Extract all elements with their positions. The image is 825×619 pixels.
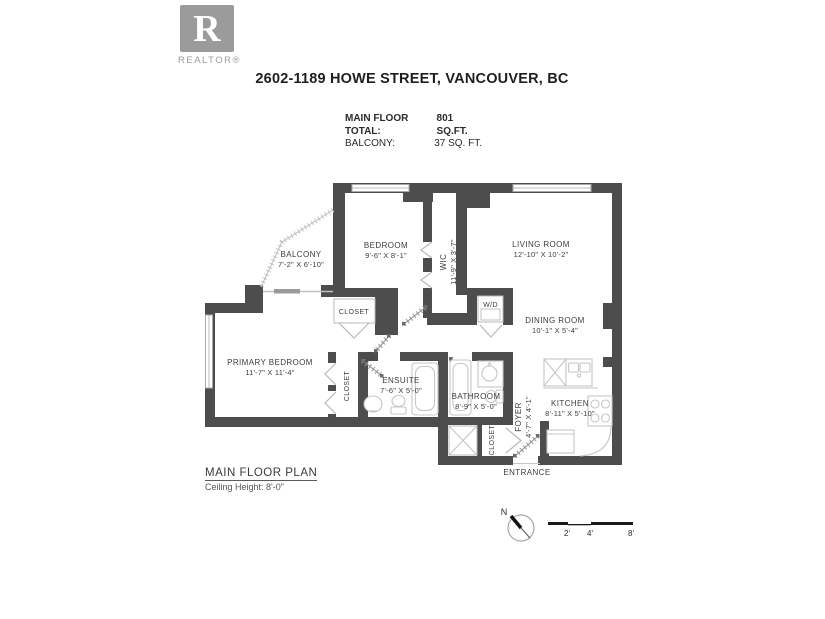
plan-title: MAIN FLOOR PLAN — [205, 467, 318, 479]
balcony-area-value: 37 SQ. FT. — [434, 138, 482, 149]
entrance-label: ENTRANCE — [503, 468, 551, 477]
washer-dryer-door — [480, 325, 502, 337]
compass-north-label: N — [500, 507, 508, 517]
realtor-r-glyph: R — [193, 7, 221, 50]
kitchen-counter-curve — [580, 426, 611, 456]
bedroom-closet-label: CLOSET — [338, 309, 370, 316]
balcony-label: BALCONY — [280, 250, 322, 259]
primary-bedroom-dims: 11'-7" X 11'-4" — [245, 368, 295, 377]
kitchen-label: KITCHEN — [551, 399, 589, 408]
ensuite-sink — [364, 396, 382, 412]
primary-closet-label: CLOSET — [344, 370, 351, 402]
ceiling-height: Ceiling Height: 8'-0" — [205, 482, 284, 492]
scale-tick-4ft: 4' — [587, 529, 593, 538]
primary-closet-door-2 — [325, 392, 336, 414]
primary-bedroom-label: PRIMARY BEDROOM — [227, 358, 313, 367]
main-floor-value: 801 SQ.FT. — [436, 113, 468, 137]
ensuite-dims: 7'-6" X 5'-0" — [380, 386, 422, 395]
page-title: 2602-1189 HOWE STREET, VANCOUVER, BC — [255, 71, 569, 87]
balcony-railing — [261, 210, 333, 287]
primary-bedroom-door — [374, 334, 391, 353]
kitchen-dishwasher — [544, 359, 566, 386]
realtor-logo-label: REALTOR® — [178, 55, 241, 66]
bathroom-sink — [478, 361, 503, 387]
plan-footer — [205, 463, 317, 492]
wic-door-2 — [421, 272, 432, 288]
kitchen-refrigerator — [547, 430, 574, 453]
balcony-area-label: BALCONY: — [345, 138, 396, 149]
scale-bar — [548, 522, 634, 538]
main-floor-label: MAIN FLOOR TOTAL: — [345, 113, 409, 137]
north-compass-icon — [501, 507, 534, 541]
foyer-dims: 4'-7" X 4'-1" — [524, 396, 533, 438]
linen-closet-box — [449, 426, 477, 455]
ensuite-label: ENSUITE — [382, 376, 420, 385]
scale-tick-8ft: 8' — [628, 529, 634, 538]
bathroom-label: BATHROOM — [451, 392, 501, 401]
scale-tick-2ft: 2' — [564, 529, 570, 538]
foyer-label: FOYER — [514, 402, 523, 432]
wic-dims: 11'-9" X 3'-7" — [449, 239, 458, 285]
dining-room-dims: 10'-1" X 5'-4" — [531, 326, 579, 335]
ensuite-toilet — [391, 396, 406, 415]
bedroom-closet-door — [339, 323, 369, 338]
living-room-dims: 12'-10" X 10'-2" — [513, 250, 569, 259]
kitchen-dims: 8'-11" X 5'-10" — [545, 409, 595, 418]
primary-closet-door-1 — [325, 363, 336, 385]
foyer-closet-label: CLOSET — [489, 424, 496, 456]
living-room-label: LIVING ROOM — [512, 240, 570, 249]
washer-dryer-label: W/D — [483, 302, 498, 309]
kitchen-sink — [566, 359, 592, 386]
balcony-dims: 7'-2" X 6'-10" — [277, 260, 325, 269]
bedroom-label: BEDROOM — [363, 241, 409, 250]
bathroom-dims: 8'-9" X 5'-0" — [455, 402, 497, 411]
wic-label: WIC — [439, 253, 448, 271]
dining-room-label: DINING ROOM — [525, 316, 585, 325]
wic-door-1 — [421, 242, 432, 258]
bedroom-dims: 9'-6" X 8'-1" — [365, 251, 407, 260]
